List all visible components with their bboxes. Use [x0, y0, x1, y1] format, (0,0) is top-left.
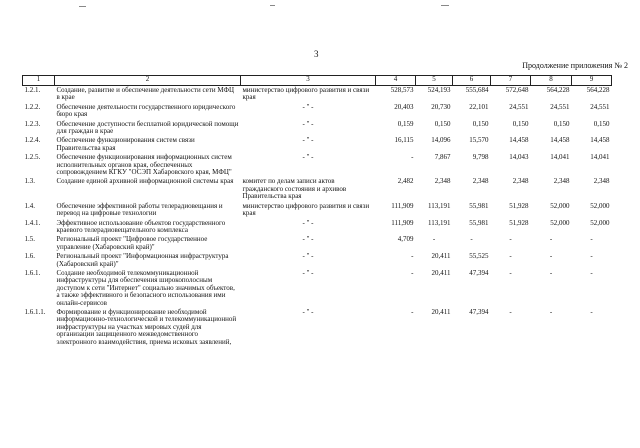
value-cell: -	[590, 252, 593, 261]
row-code: 1.4.	[24, 201, 35, 210]
value-cell: 47,394	[469, 307, 489, 316]
value-cell: -	[509, 307, 512, 316]
value-cell: 20,730	[431, 102, 451, 111]
value-cell: 564,228	[586, 86, 610, 94]
row-code: 1.2.2.	[24, 102, 41, 111]
row-executor: - " -	[302, 268, 314, 277]
table-row	[23, 86, 612, 103]
row-name: Формирование и функционирование необходимой информационно-технологической и телекоммуникационной инфраструктуры на участках мировых судей для организации защищенного межведомственного электронного взаимодействия, приема исковых заявлений,	[56, 307, 237, 346]
column-number: 1	[23, 76, 55, 86]
row-name: Региональный проект "Цифровое государственное управление (Хабаровский край)"	[56, 235, 208, 251]
value-cell: 55,981	[469, 218, 489, 227]
row-name: Создание единой архивной информационной системы края	[56, 177, 234, 186]
value-cell: 52,000	[550, 218, 570, 227]
value-cell: 14,458	[590, 136, 610, 145]
value-cell: 20,411	[431, 252, 451, 261]
scan-mark	[270, 5, 275, 6]
table-row	[23, 136, 612, 153]
value-cell: -	[509, 235, 512, 244]
row-code: 1.4.1.	[24, 218, 41, 227]
value-cell: 55,525	[469, 252, 489, 261]
row-executor: комитет по делам записи актов гражданского состояния и архивов Правительства края	[242, 177, 347, 201]
value-cell: 14,043	[509, 153, 529, 162]
value-cell: 528,573	[390, 86, 414, 94]
value-cell: 14,096	[431, 136, 451, 145]
table-row	[23, 308, 612, 347]
value-cell: -	[549, 235, 553, 244]
value-cell: 20,411	[431, 307, 451, 316]
value-cell: 0,150	[593, 119, 610, 128]
value-cell: 51,928	[509, 218, 529, 227]
row-name: Региональный проект "Информационная инфраструктура (Хабаровский край)"	[56, 252, 229, 268]
page-number: 3	[314, 49, 319, 59]
value-cell: 20,411	[431, 268, 451, 277]
value-cell: 113,191	[428, 218, 451, 227]
row-code: 1.6.	[24, 252, 35, 261]
row-code: 1.5.	[24, 235, 35, 244]
column-number: 9	[572, 76, 612, 86]
value-cell: -	[549, 307, 553, 316]
value-cell: -	[590, 268, 593, 277]
row-name: Обеспечение доступности бесплатной юридической помощи для граждан в крае	[56, 119, 239, 136]
row-name: Эффективное использование объектов государственного краевого телерадиовещательного комплекса	[56, 218, 226, 234]
row-name: Обеспечение функционирования информационных систем исполнительных органов края, обеспеченных сопровождением КГКУ "ОСЭП Хабаровского края, МФЦ"	[56, 153, 232, 177]
value-cell: 14,458	[509, 136, 529, 145]
value-cell: 113,191	[428, 201, 451, 210]
value-cell: -	[411, 307, 414, 316]
value-cell: 51,928	[509, 201, 529, 210]
row-executor: - " -	[302, 252, 314, 261]
row-executor: министерство цифрового развития и связи края	[242, 201, 370, 218]
value-cell: 52,000	[590, 201, 610, 210]
value-cell: 22,101	[469, 102, 489, 111]
value-cell: 2,482	[397, 177, 414, 186]
table-row	[23, 252, 612, 269]
table-row	[23, 219, 612, 236]
table-row	[23, 235, 612, 252]
value-cell: -	[432, 235, 436, 244]
value-cell: -	[590, 235, 593, 244]
table-row	[23, 202, 612, 219]
value-cell: -	[411, 268, 414, 277]
column-number: 6	[453, 76, 491, 86]
value-cell: -	[509, 252, 512, 261]
value-cell: 14,458	[550, 136, 570, 145]
value-cell: 14,041	[550, 153, 570, 162]
column-number: 2	[55, 76, 241, 86]
value-cell: 0,150	[434, 119, 451, 128]
row-code: 1.3.	[24, 177, 35, 186]
row-executor: - " -	[302, 307, 314, 316]
value-cell: 15,570	[469, 136, 489, 145]
row-executor: министерство цифрового развития и связи края	[242, 86, 370, 102]
value-cell: -	[549, 268, 553, 277]
value-cell: 47,394	[469, 268, 489, 277]
value-cell: 111,909	[391, 218, 414, 227]
table-row	[23, 120, 612, 137]
value-cell: 0,150	[472, 119, 489, 128]
value-cell: 0,159	[397, 119, 414, 128]
row-code: 1.2.1.	[24, 86, 41, 94]
value-cell: 572,648	[505, 86, 529, 94]
scan-mark	[441, 5, 449, 6]
row-executor: - " -	[302, 218, 314, 227]
scan-mark	[79, 6, 86, 7]
row-executor: - " -	[302, 153, 314, 162]
value-cell: -	[549, 252, 553, 261]
value-cell: 55,981	[469, 201, 489, 210]
row-executor: - " -	[302, 136, 314, 145]
value-cell: 52,000	[590, 218, 610, 227]
value-cell: 24,551	[550, 102, 570, 111]
value-cell: 14,041	[590, 153, 610, 162]
value-cell: 20,403	[394, 102, 414, 111]
value-cell: 24,551	[509, 102, 529, 111]
column-number: 8	[531, 76, 572, 86]
row-code: 1.2.5.	[24, 153, 41, 162]
value-cell: 0,150	[512, 119, 529, 128]
value-cell: 2,348	[593, 177, 610, 186]
row-name: Создание необходимой телекоммуникационной инфраструктуры для обеспечения широкополосным доступом к сети "Интернет" социально значимых объектов, а также эффективного и безопасного использования ими онлайн-сервисов	[56, 268, 235, 307]
value-cell: 524,193	[427, 86, 451, 94]
budget-table	[22, 75, 612, 347]
value-cell: 52,000	[550, 201, 570, 210]
value-cell: 24,551	[590, 102, 610, 111]
value-cell: 2,348	[512, 177, 529, 186]
appendix-note: Продолжение приложения № 2	[522, 61, 628, 70]
value-cell: -	[411, 252, 414, 261]
value-cell: 555,684	[465, 86, 489, 94]
value-cell: -	[411, 153, 414, 162]
column-number: 7	[491, 76, 531, 86]
table-row	[23, 177, 612, 201]
table-row	[23, 103, 612, 120]
row-code: 1.6.1.	[24, 268, 41, 277]
value-cell: 111,909	[391, 201, 414, 210]
column-number: 3	[241, 76, 376, 86]
value-cell: -	[509, 268, 512, 277]
row-name: Обеспечение функционирования систем связи Правительства края	[56, 136, 195, 152]
value-cell: 564,228	[546, 86, 570, 94]
value-cell: 0,150	[553, 119, 570, 128]
column-number-row	[23, 76, 612, 86]
value-cell: -	[470, 235, 473, 244]
value-cell: 4,709	[397, 235, 414, 244]
row-code: 1.2.4.	[24, 136, 41, 145]
table-row	[23, 269, 612, 308]
table-row	[23, 153, 612, 177]
row-code: 1.2.3.	[24, 119, 41, 128]
column-number: 4	[376, 76, 416, 86]
value-cell: 2,348	[472, 177, 489, 186]
row-executor: - " -	[302, 119, 314, 128]
value-cell: 7,867	[434, 153, 451, 162]
value-cell: 16,115	[394, 136, 414, 145]
column-number: 5	[416, 76, 453, 86]
value-cell: 2,348	[434, 177, 451, 186]
row-name: Создание, развитие и обеспечение деятельности сети МФЦ в крае	[56, 86, 235, 102]
value-cell: 2,348	[553, 177, 570, 186]
row-code: 1.6.1.1.	[24, 307, 46, 316]
value-cell: 9,798	[472, 153, 489, 162]
row-executor: - " -	[302, 235, 314, 244]
row-name: Обеспечение эффективной работы телерадиовещания и перевод на цифровые технологии	[56, 201, 223, 218]
row-executor: - " -	[302, 102, 314, 111]
row-name: Обеспечение деятельности государственного юридического бюро края	[56, 102, 236, 119]
value-cell: -	[590, 307, 593, 316]
